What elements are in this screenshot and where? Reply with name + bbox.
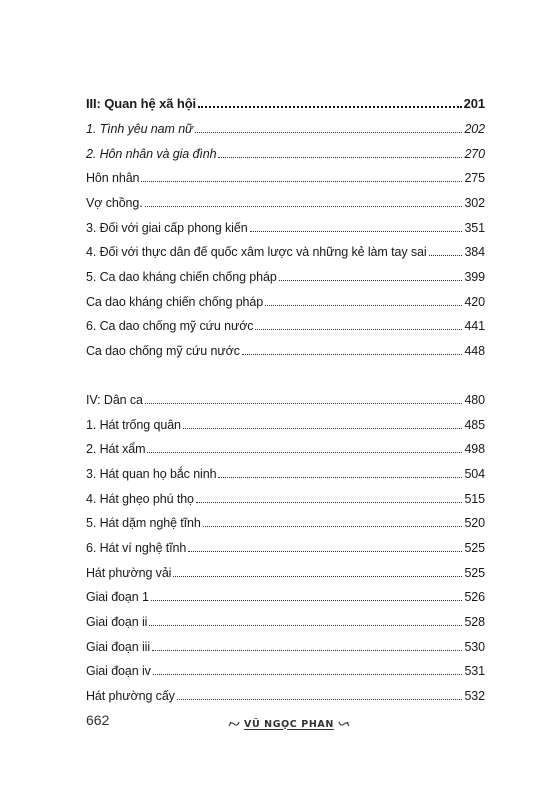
toc-title: Giai đoạn 1	[86, 590, 149, 604]
dot-leader	[198, 106, 462, 108]
dot-leader	[218, 157, 462, 158]
dot-leader	[147, 452, 462, 453]
toc-entry	[86, 633, 485, 655]
dot-leader	[195, 132, 463, 133]
toc-entry	[86, 657, 485, 679]
toc-title: 3. Đối với giai cấp phong kiến	[86, 221, 248, 235]
toc-page: 399	[464, 270, 485, 284]
toc-entry	[86, 509, 485, 531]
dot-leader	[255, 329, 462, 330]
dot-leader	[153, 674, 463, 675]
dot-leader	[145, 403, 463, 404]
toc-page: 532	[464, 689, 485, 703]
toc-title: Ca dao kháng chiến chống pháp	[86, 295, 264, 309]
toc-page: 275	[464, 171, 485, 185]
toc-title: 1. Tình yêu nam nữ	[86, 122, 193, 136]
toc-entry	[86, 559, 485, 581]
dot-leader	[173, 576, 462, 577]
author-name: VŨ NGỌC PHAN	[244, 718, 334, 730]
toc-page: 498	[464, 442, 485, 456]
toc-title: 6. Hát ví nghệ tĩnh	[86, 541, 187, 555]
toc-title: Giai đoạn iii	[86, 640, 151, 654]
toc-page: 420	[464, 295, 485, 309]
toc-title: Giai đoạn ii	[86, 615, 148, 629]
toc-entry	[86, 411, 485, 433]
dot-leader	[203, 526, 463, 527]
toc-title: III: Quan hệ xã hội	[86, 96, 197, 111]
toc-title: Hát phường vải	[86, 566, 172, 580]
toc-title: 1. Hát trống quân	[86, 418, 181, 432]
toc-title: 4. Đối với thực dân đế quốc xâm lược và những kẻ làm tay sai	[86, 245, 427, 259]
toc-page: 384	[464, 245, 485, 259]
page-number: 662	[86, 712, 110, 728]
toc-entry	[86, 337, 485, 359]
toc-page: 525	[464, 541, 485, 555]
toc-page: 504	[464, 467, 485, 481]
toc-page: 526	[464, 590, 485, 604]
toc-entry	[86, 189, 485, 211]
toc-title: IV: Dân ca	[86, 393, 143, 407]
toc-entry	[86, 312, 485, 334]
ornament-right-icon	[338, 720, 350, 728]
toc-entry	[86, 682, 485, 704]
toc-title: 5. Hát dặm nghệ tĩnh	[86, 516, 201, 530]
toc-page: 530	[464, 640, 485, 654]
toc-page: 515	[464, 492, 485, 506]
toc-entry	[86, 263, 485, 285]
dot-leader	[141, 181, 462, 182]
toc-page: 201	[463, 96, 485, 111]
toc-heading-section-3	[86, 90, 485, 112]
dot-leader	[145, 206, 463, 207]
toc-entry	[86, 214, 485, 236]
dot-leader	[152, 650, 462, 651]
toc-title: Hát phường cấy	[86, 689, 175, 703]
toc-page: 485	[464, 418, 485, 432]
running-footer	[228, 716, 350, 732]
toc-page: 520	[464, 516, 485, 530]
toc-title: 2. Hát xẩm	[86, 442, 146, 456]
toc-page: 448	[464, 344, 485, 358]
toc-entry	[86, 485, 485, 507]
toc-entry	[86, 115, 485, 137]
toc-title: 6. Ca dao chống mỹ cứu nước	[86, 319, 254, 333]
dot-leader	[242, 354, 463, 355]
toc-entry	[86, 534, 485, 556]
toc-page: 202	[464, 122, 485, 136]
toc-title: 4. Hát ghẹo phú thọ	[86, 492, 194, 506]
toc-title: 2. Hôn nhân và gia đình	[86, 147, 217, 161]
toc-entry	[86, 164, 485, 186]
dot-leader	[218, 477, 462, 478]
dot-leader	[196, 502, 463, 503]
dot-leader	[250, 231, 463, 232]
toc-title: Vợ chồng.	[86, 196, 143, 210]
toc-heading-section-4	[86, 386, 485, 408]
toc-page: 351	[464, 221, 485, 235]
dot-leader	[177, 699, 463, 700]
dot-leader	[183, 428, 463, 429]
dot-leader	[429, 255, 463, 256]
ornament-left-icon	[228, 720, 240, 728]
toc-title: Ca dao chống mỹ cứu nước	[86, 344, 240, 358]
toc-entry	[86, 435, 485, 457]
toc-page: 528	[464, 615, 485, 629]
toc-page: 302	[464, 196, 485, 210]
toc-page: 525	[464, 566, 485, 580]
toc-entry	[86, 583, 485, 605]
toc-entry	[86, 460, 485, 482]
toc-entry	[86, 288, 485, 310]
toc-title: Hôn nhân	[86, 171, 140, 185]
toc-title: Giai đoạn iv	[86, 664, 151, 678]
dot-leader	[151, 600, 463, 601]
toc-page: 531	[464, 664, 485, 678]
toc-page: 441	[464, 319, 485, 333]
dot-leader	[188, 551, 462, 552]
dot-leader	[265, 305, 462, 306]
toc-entry	[86, 140, 485, 162]
toc-page: 270	[464, 147, 485, 161]
toc-entry	[86, 238, 485, 260]
toc-title: 3. Hát quan họ bắc ninh	[86, 467, 217, 481]
toc-title: 5. Ca dao kháng chiến chống pháp	[86, 270, 277, 284]
dot-leader	[149, 625, 462, 626]
toc-entry	[86, 608, 485, 630]
toc-page: 480	[464, 393, 485, 407]
dot-leader	[279, 280, 463, 281]
